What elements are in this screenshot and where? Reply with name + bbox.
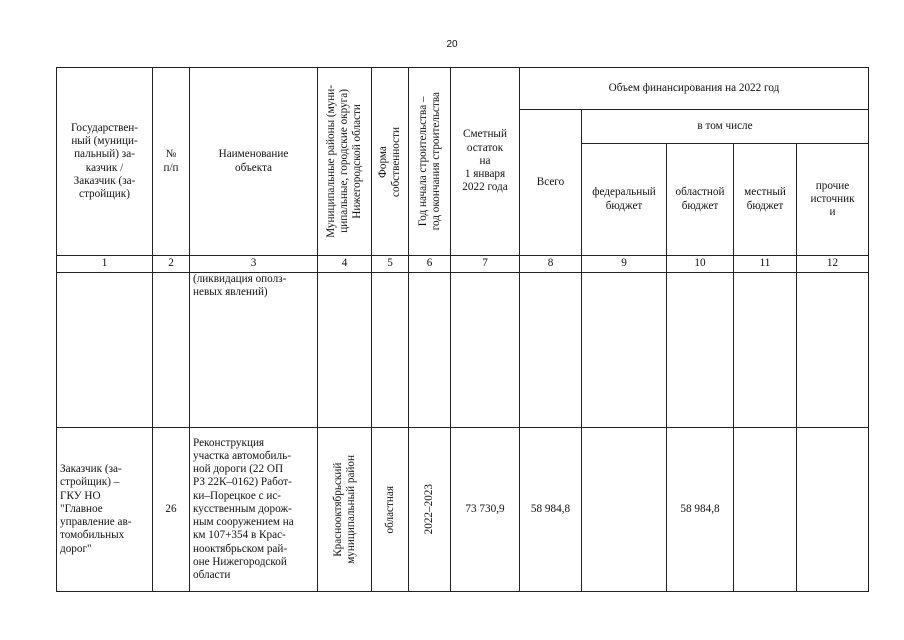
column-numbers-row [57, 256, 869, 273]
row-federal [582, 273, 667, 428]
header-districts-text: Муниципальные районы (муни- ципальные, городские округа) Нижегородской области [325, 85, 363, 238]
row-customer [57, 273, 153, 428]
row-estimate [451, 273, 520, 428]
row-estimate: 73 730,9 [451, 428, 520, 592]
row-ownership-text: областная [383, 485, 396, 534]
col-number: 11 [734, 256, 797, 273]
row-years [409, 428, 451, 592]
header-ownership [372, 68, 409, 256]
financing-table [56, 67, 869, 592]
header-regional: областной бюджет [667, 144, 734, 256]
col-number: 12 [797, 256, 869, 273]
col-number: 10 [667, 256, 734, 273]
table-row [57, 428, 869, 592]
header-districts [318, 68, 372, 256]
header-row-1 [57, 68, 869, 110]
row-district [318, 273, 372, 428]
row-ownership [372, 273, 409, 428]
col-number: 9 [582, 256, 667, 273]
header-object-name: Наименование объекта [190, 68, 318, 256]
row-years [409, 273, 451, 428]
row-other [797, 273, 869, 428]
row-federal [582, 428, 667, 592]
col-number: 5 [372, 256, 409, 273]
row-customer: Заказчик (за- стройщик) – ГКУ НО "Главное управление ав- томобильных дорог" [57, 428, 153, 592]
row-total [520, 273, 582, 428]
row-district [318, 428, 372, 592]
table-row [57, 273, 869, 428]
header-other: прочие источник и [797, 144, 869, 256]
col-number: 7 [451, 256, 520, 273]
row-local [734, 428, 797, 592]
col-number: 3 [190, 256, 318, 273]
col-number: 6 [409, 256, 451, 273]
col-number: 4 [318, 256, 372, 273]
row-years-text: 2022–2023 [423, 484, 436, 535]
row-regional: 58 984,8 [667, 428, 734, 592]
row-total: 58 984,8 [520, 428, 582, 592]
header-funding-title: Объем финансирования на 2022 год [520, 68, 869, 110]
row-num [153, 273, 190, 428]
row-other [797, 428, 869, 592]
row-ownership [372, 428, 409, 592]
header-including: в том числе [582, 110, 869, 144]
header-ownership-text: Форма собственности [377, 126, 402, 197]
row-local [734, 273, 797, 428]
row-object: Реконструкция участка автомобиль- ной дороги (22 ОП РЗ 22К–0162) Работ- ки–Порецкое с ис- кусственным дорож- ным сооружением на км 107+354 в Крас- нооктябрьском рай- оне Нижегородской области [190, 428, 318, 592]
page-number: 20 [446, 39, 458, 50]
header-years [409, 68, 451, 256]
header-local: местный бюджет [734, 144, 797, 256]
header-federal: федеральный бюджет [582, 144, 667, 256]
row-regional [667, 273, 734, 428]
header-estimate: Сметный остаток на 1 января 2022 года [451, 68, 520, 256]
col-number: 8 [520, 256, 582, 273]
header-years-text: Год начала строительства – год окончания строительства [416, 92, 442, 231]
header-num: № п/п [153, 68, 190, 256]
row-object: (ликвидация ополз- невых явлений) [190, 273, 318, 428]
header-customer: Государствен- ный (муници- пальный) за- казчик / Заказчик (за- стройщик) [57, 68, 153, 256]
col-number: 2 [153, 256, 190, 273]
header-total: Всего [520, 110, 582, 256]
row-num: 26 [153, 428, 190, 592]
row-district-text: Краснооктябрьский муниципальный район [331, 455, 357, 564]
col-number: 1 [57, 256, 153, 273]
